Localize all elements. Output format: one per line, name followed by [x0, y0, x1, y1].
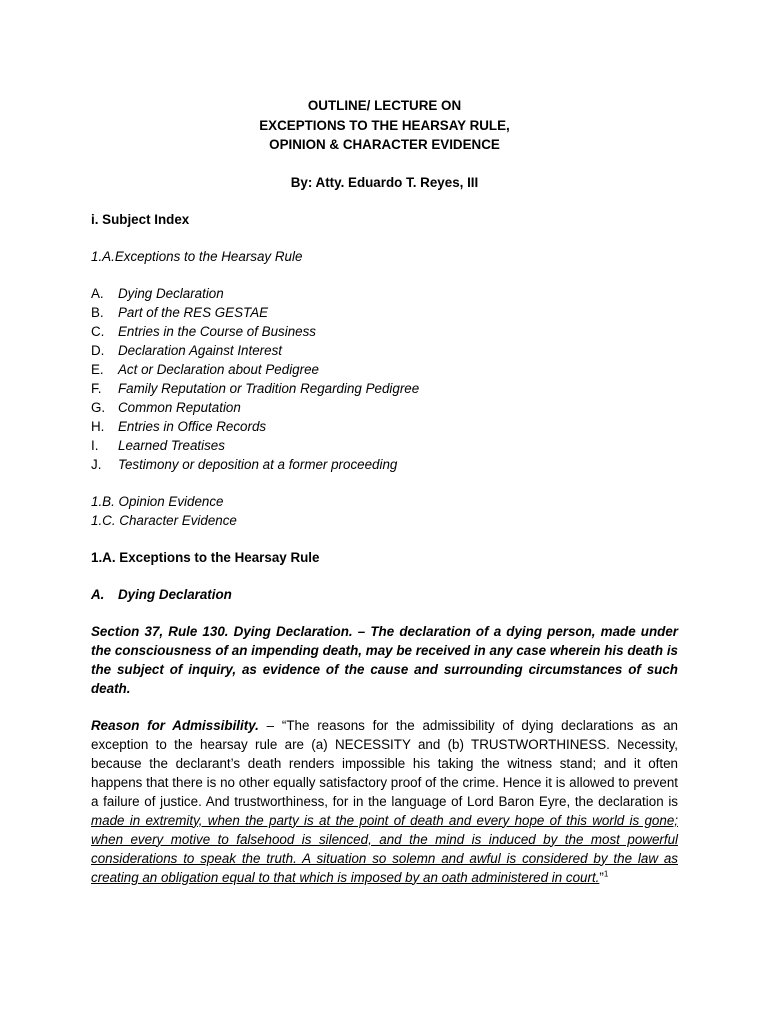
reason-quote-underlined: made in extremity, when the party is at the point of death and every hope of this world is gone; when every motive to falsehood is silenced, and the mind is induced by the most powerful considerations to speak the truth. A situation so solemn and awful is considered by the law as creating an obligation equal to that which is imposed by an oath administered in court.: [91, 812, 678, 885]
list-item-letter: H.: [91, 418, 105, 434]
title-line-1: OUTLINE/ LECTURE ON: [307, 98, 462, 113]
list-item-text: Entries in Office Records: [118, 418, 267, 434]
list-item-letter: E.: [91, 361, 104, 377]
list-item-text: Part of the RES GESTAE: [118, 304, 269, 320]
list-item-text: Dying Declaration: [118, 285, 224, 301]
list-item: [91, 398, 678, 417]
list-item: [91, 417, 678, 436]
footnote-marker: 1: [603, 869, 609, 879]
list-item: [91, 360, 678, 379]
author-line: By: Atty. Eduardo T. Reyes, III: [290, 174, 479, 190]
list-item-text: Family Reputation or Tradition Regarding Pedigree: [118, 380, 420, 396]
list-item: [91, 284, 678, 303]
list-item-text: Testimony or deposition at a former proceeding: [118, 456, 398, 472]
list-item-letter: I.: [91, 437, 99, 453]
list-item-letter: A.: [91, 285, 104, 301]
list-item: [91, 341, 678, 360]
list-item-letter: G.: [91, 399, 106, 415]
subheading-1a: 1.A.Exceptions to the Hearsay Rule: [91, 248, 303, 264]
section-37-paragraph: Section 37, Rule 130. Dying Declaration. – The declaration of a dying person, made under the consciousness of an impending death, may be received in any case wherein his death is the subject of inquiry, as evidence of the cause and surrounding circumstances of such death.: [91, 623, 678, 696]
list-item-text: Common Reputation: [118, 399, 241, 415]
list-item-letter: B.: [91, 304, 104, 320]
subject-index-heading: i. Subject Index: [91, 211, 190, 227]
title-line-2: EXCEPTIONS TO THE HEARSAY RULE,: [259, 117, 510, 133]
list-item-letter: D.: [91, 342, 105, 358]
document-title: [91, 96, 678, 155]
list-item: [91, 322, 678, 341]
subheading-1b: 1.B. Opinion Evidence: [91, 493, 224, 509]
section-a-text: Dying Declaration: [118, 586, 232, 602]
list-item-letter: F.: [91, 380, 102, 396]
reason-intro: – “The reasons for the admissibility of dying declarations as an exception to the hearsay rule are (a) NECESSITY and (b) TRUSTWORTHINESS. Necessity, because the declarant’s death renders impossible his taking the witness stand; and it often happens that there is no other equally satisfactory proof of the crime. Hence it is allowed to prevent a failure of justice. And trustworthiness, for in the language of Lord Baron Eyre, the declaration is: [91, 717, 678, 809]
section-heading: 1.A. Exceptions to the Hearsay Rule: [91, 549, 320, 565]
list-item: [91, 436, 678, 455]
section-a-letter: A.: [91, 586, 105, 602]
list-item-text: Entries in the Course of Business: [118, 323, 316, 339]
list-item-text: Act or Declaration about Pedigree: [118, 361, 319, 377]
list-item-letter: C.: [91, 323, 105, 339]
list-item-letter: J.: [91, 456, 102, 472]
list-item-text: Declaration Against Interest: [118, 342, 282, 358]
section-a-heading: [91, 585, 678, 604]
list-item: [91, 379, 678, 398]
reason-label: Reason for Admissibility.: [91, 717, 259, 733]
list-item: [91, 303, 678, 322]
list-item-text: Learned Treatises: [118, 437, 225, 453]
subheading-1c: 1.C. Character Evidence: [91, 512, 237, 528]
list-item: [91, 455, 678, 474]
reason-paragraph: [91, 716, 678, 887]
title-line-3: OPINION & CHARACTER EVIDENCE: [269, 137, 500, 152]
exceptions-list: [91, 284, 678, 474]
reason-closing: ”: [599, 869, 604, 885]
